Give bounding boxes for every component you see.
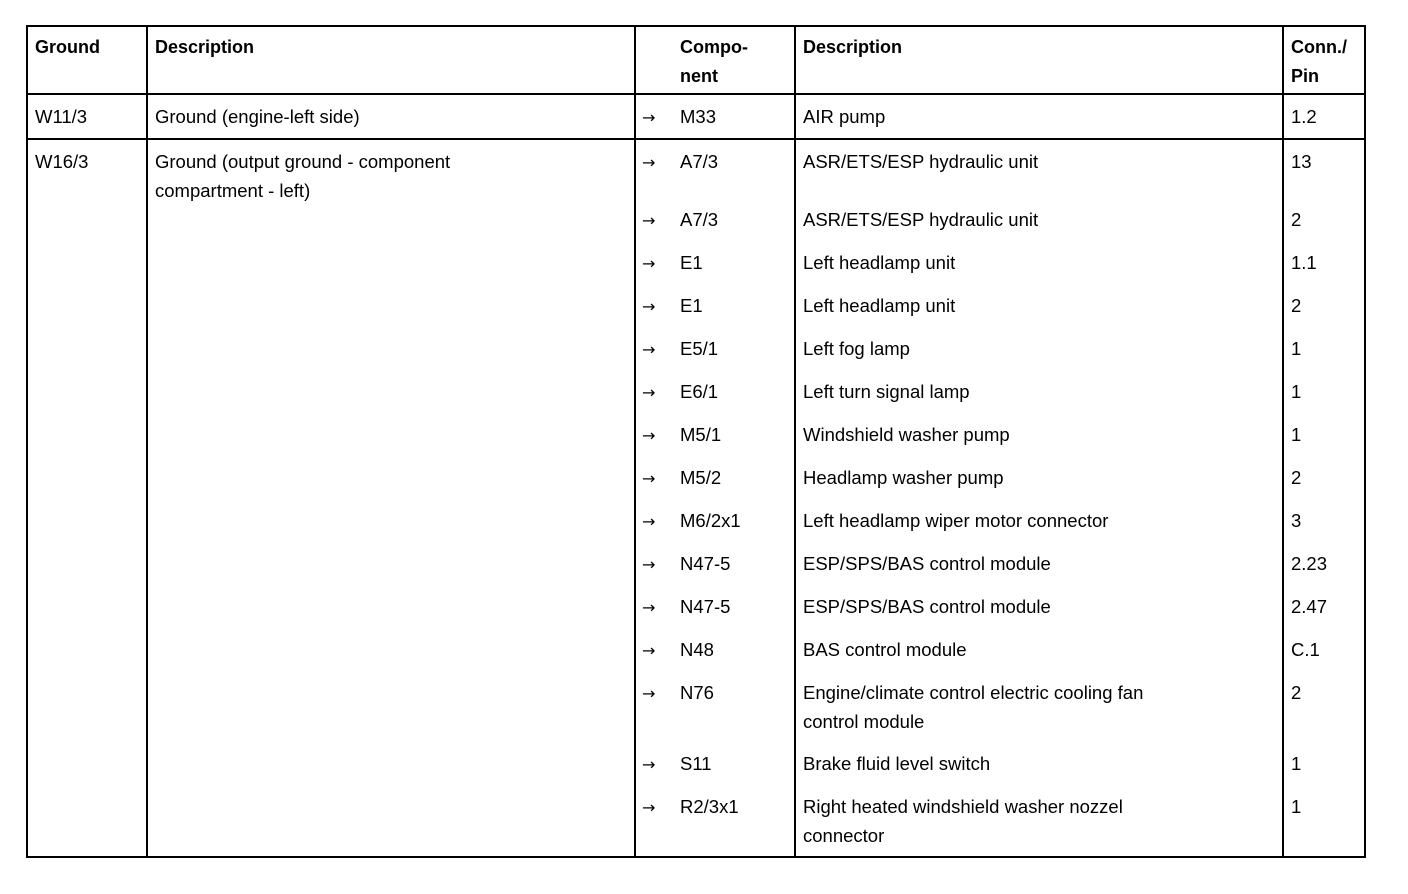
header-pin-line2: Pin (1291, 66, 1320, 86)
connector-pin: 2 (1291, 209, 1302, 230)
ground-description-line1: Ground (output ground - component (155, 151, 451, 172)
component-description: Windshield washer pump (795, 413, 1283, 456)
arrow-glyph: → (642, 297, 656, 316)
table-header-row (27, 26, 1365, 94)
component-description: ESP/SPS/BAS control module (795, 585, 1283, 628)
header-pin (1283, 26, 1365, 94)
component-code: M6/2x1 (675, 499, 795, 542)
header-component (675, 26, 795, 94)
header-arrow-spacer (635, 26, 675, 94)
component-description-line1: Right heated windshield washer nozzel (803, 796, 1123, 817)
connector-pin: 1.1 (1291, 252, 1317, 273)
connector-pin: 2 (1291, 682, 1302, 703)
connector-pin: 1 (1291, 796, 1302, 817)
arrow-icon (635, 284, 675, 327)
arrow-icon (635, 742, 675, 785)
arrow-icon (635, 413, 675, 456)
arrow-icon (635, 370, 675, 413)
component-code: E1 (675, 284, 795, 327)
arrow-glyph: → (642, 254, 656, 273)
arrow-glyph: → (642, 469, 656, 488)
component-code: N47-5 (675, 585, 795, 628)
arrow-icon (635, 499, 675, 542)
component-description: BAS control module (795, 628, 1283, 671)
component-description: Left headlamp wiper motor connector (795, 499, 1283, 542)
arrow-icon (635, 585, 675, 628)
component-code: A7/3 (675, 183, 795, 241)
header-ground-description: Description (147, 26, 635, 94)
header-component-line1: Compo- (680, 37, 748, 57)
component-description-line2: connector (803, 825, 885, 846)
component-description: AIR pump (795, 94, 1283, 139)
component-code: E5/1 (675, 327, 795, 370)
connector-pin: 2 (1291, 295, 1302, 316)
connector-pin: 1 (1291, 381, 1302, 402)
connector-pin: 3 (1291, 510, 1302, 531)
ground-connections-table (26, 25, 1366, 858)
arrow-glyph: → (642, 641, 656, 660)
component-description-line2: control module (803, 711, 925, 732)
component-description: Left fog lamp (795, 327, 1283, 370)
header-ground: Ground (27, 26, 147, 94)
ground-description (147, 139, 635, 857)
component-code: E6/1 (675, 370, 795, 413)
arrow-glyph: → (642, 211, 656, 230)
component-description: ESP/SPS/BAS control module (795, 542, 1283, 585)
arrow-icon (635, 628, 675, 671)
component-description-line1: Engine/climate control electric cooling fan (803, 682, 1144, 703)
component-description: ASR/ETS/ESP hydraulic unit (795, 183, 1283, 241)
component-code: M33 (675, 94, 795, 139)
connector-pin: 2.47 (1291, 596, 1328, 617)
header-component-description: Description (795, 26, 1283, 94)
arrow-glyph: → (642, 798, 656, 817)
arrow-glyph: → (642, 426, 656, 445)
connector-pin: 1.2 (1283, 94, 1365, 139)
connector-pin: 2.23 (1291, 553, 1328, 574)
arrow-icon (635, 671, 675, 742)
arrow-icon (635, 183, 675, 241)
component-code: M5/2 (675, 456, 795, 499)
component-code: R2/3x1 (675, 785, 795, 857)
connector-pin: 1 (1291, 753, 1302, 774)
table-row (27, 139, 1365, 183)
connector-pin: 1 (1291, 338, 1302, 359)
arrow-glyph: → (642, 512, 656, 531)
component-code: S11 (675, 742, 795, 785)
component-description: ASR/ETS/ESP hydraulic unit (795, 139, 1283, 183)
arrow-glyph: → (642, 555, 656, 574)
arrow-icon (635, 139, 675, 183)
header-component-line2: nent (680, 66, 718, 86)
arrow-glyph: → (642, 755, 656, 774)
component-description: Brake fluid level switch (795, 742, 1283, 785)
ground-id: W11/3 (27, 94, 147, 139)
ground-description: Ground (engine-left side) (147, 94, 635, 139)
component-code: A7/3 (675, 139, 795, 183)
arrow-glyph: → (642, 340, 656, 359)
ground-id: W16/3 (27, 139, 147, 857)
component-code: E1 (675, 241, 795, 284)
arrow-glyph: → (642, 598, 656, 617)
arrow-icon (635, 456, 675, 499)
component-description: Left headlamp unit (795, 241, 1283, 284)
connector-pin: 1 (1291, 424, 1302, 445)
arrow-icon (635, 785, 675, 857)
component-description: Left headlamp unit (795, 284, 1283, 327)
connector-pin: 2 (1291, 467, 1302, 488)
component-description (795, 785, 1283, 857)
arrow-glyph: → (642, 153, 656, 172)
arrow-icon (635, 327, 675, 370)
table-row (27, 94, 1365, 139)
connector-pin: 13 (1291, 151, 1312, 172)
component-description (795, 671, 1283, 742)
component-description: Headlamp washer pump (795, 456, 1283, 499)
arrow-glyph: → (642, 383, 656, 402)
arrow-icon (635, 241, 675, 284)
ground-description-line2: compartment - left) (155, 180, 311, 201)
component-code: N47-5 (675, 542, 795, 585)
arrow-icon (635, 542, 675, 585)
component-description: Left turn signal lamp (795, 370, 1283, 413)
header-pin-line1: Conn./ (1291, 37, 1347, 57)
arrow-glyph: → (642, 684, 656, 703)
component-code: N48 (675, 628, 795, 671)
arrow-glyph: → (642, 108, 656, 127)
component-code: N76 (675, 671, 795, 742)
arrow-icon (635, 94, 675, 139)
component-code: M5/1 (675, 413, 795, 456)
connector-pin: C.1 (1291, 639, 1320, 660)
